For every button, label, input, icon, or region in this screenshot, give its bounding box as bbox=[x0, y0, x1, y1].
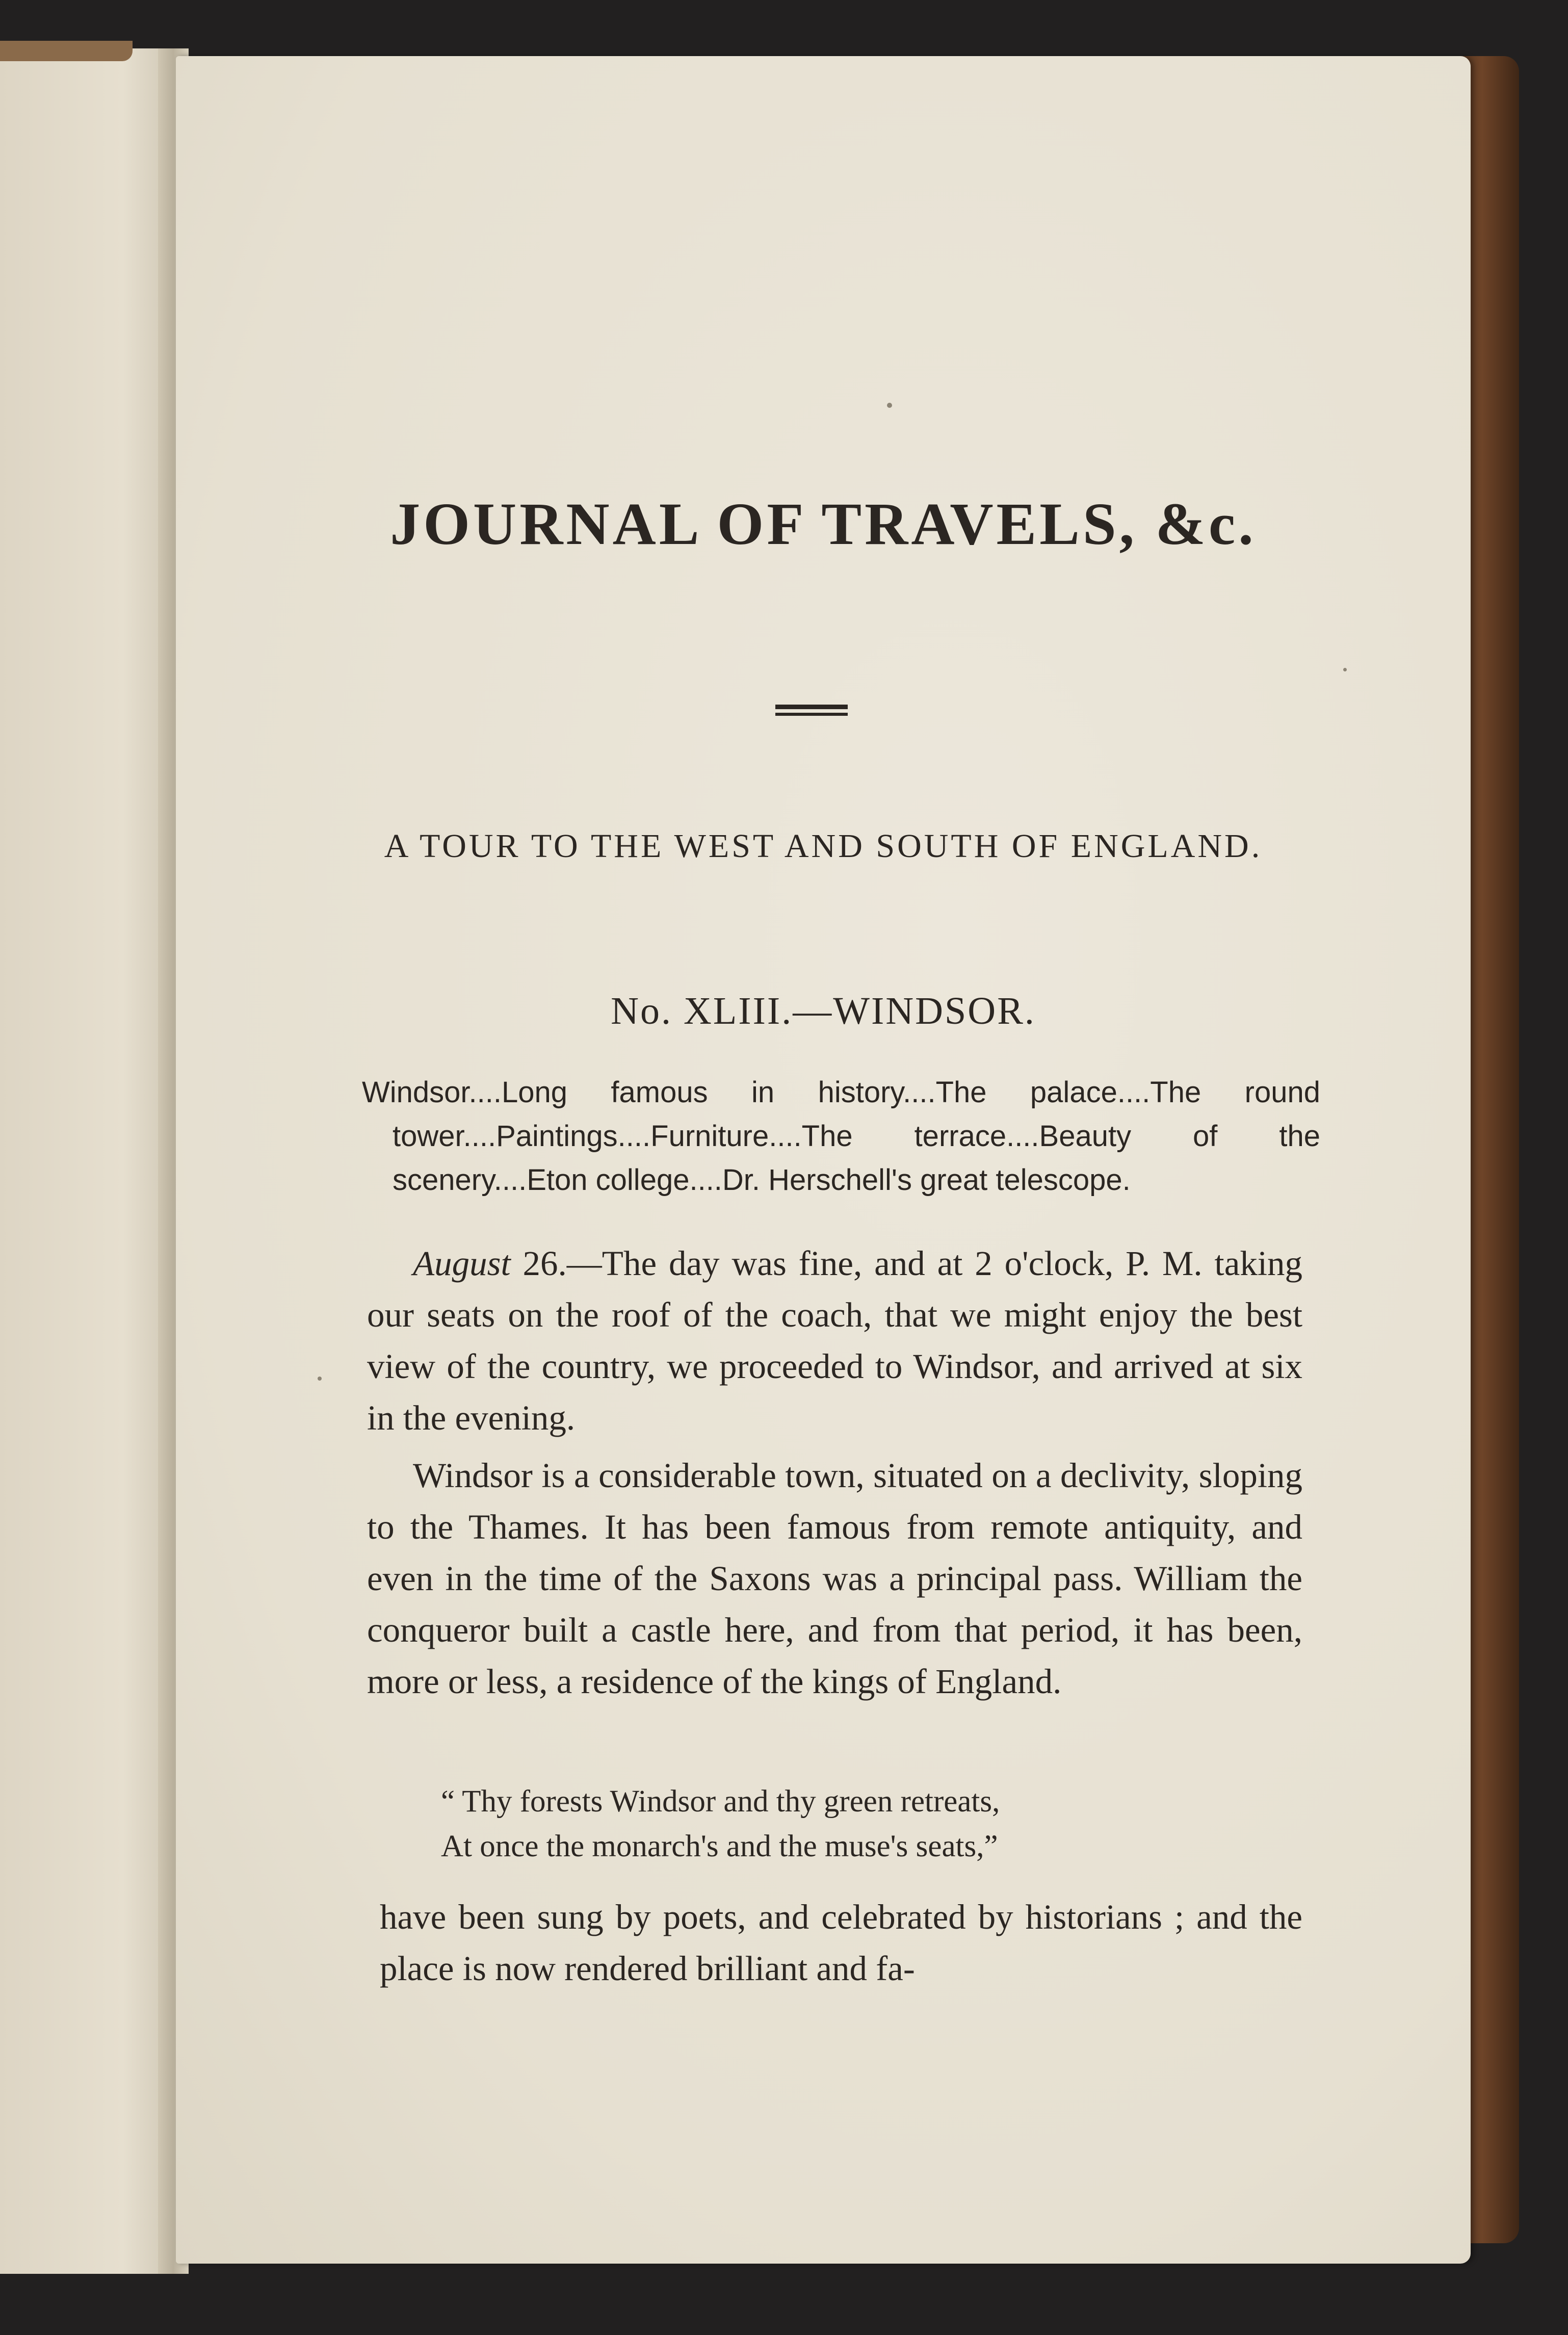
page-title: JOURNAL OF TRAVELS, &c. bbox=[390, 490, 1257, 557]
subtitle: A TOUR TO THE WEST AND SOUTH OF ENGLAND. bbox=[384, 827, 1263, 865]
paragraph-2: Windsor is a considerable town, situated on a declivity, sloping to the Thames. It has been famous from remote antiquity, and even in the time of the Saxons was a principal pass. William the conqueror built a castle here, and from that period, it has been, more or less, a residence of the kings of England. bbox=[367, 1456, 1302, 1701]
paper-speck bbox=[318, 1377, 322, 1381]
verse-quote bbox=[441, 1779, 1308, 1869]
quote-line-2: At once the monarch's and the muse's seats,” bbox=[441, 1829, 998, 1863]
paragraph-1 bbox=[367, 1238, 1302, 1444]
paragraph-1-text: 26.—The day was fine, and at 2 o'clock, P. M. taking our seats on the roof of the coach, that we might enjoy the best view of the country, we proceeded to Windsor, and arrived at six in the evening. bbox=[367, 1244, 1302, 1437]
left-page bbox=[0, 48, 176, 2274]
right-page bbox=[176, 56, 1471, 2264]
paragraph-1-date: August bbox=[413, 1244, 511, 1283]
section-heading: No. XLIII.—WINDSOR. bbox=[611, 990, 1036, 1032]
paper-speck bbox=[1343, 668, 1347, 671]
left-cover-corner bbox=[0, 41, 133, 61]
paragraph-3: have been sung by poets, and celebrated by historians ; and the place is now rendered brilliant and fa- bbox=[380, 1898, 1302, 1988]
quote-line-1: “ Thy forests Windsor and thy green retreats, bbox=[441, 1784, 1000, 1819]
title-rule bbox=[775, 705, 848, 716]
chapter-summary: Windsor....Long famous in history....The palace....The round tower....Paintings....Furniture....The terrace....Beauty of the scenery....Eton college....Dr. Herschell's great telescope. bbox=[362, 1076, 1320, 1197]
body-text bbox=[367, 1238, 1302, 1714]
paper-speck bbox=[887, 403, 892, 408]
